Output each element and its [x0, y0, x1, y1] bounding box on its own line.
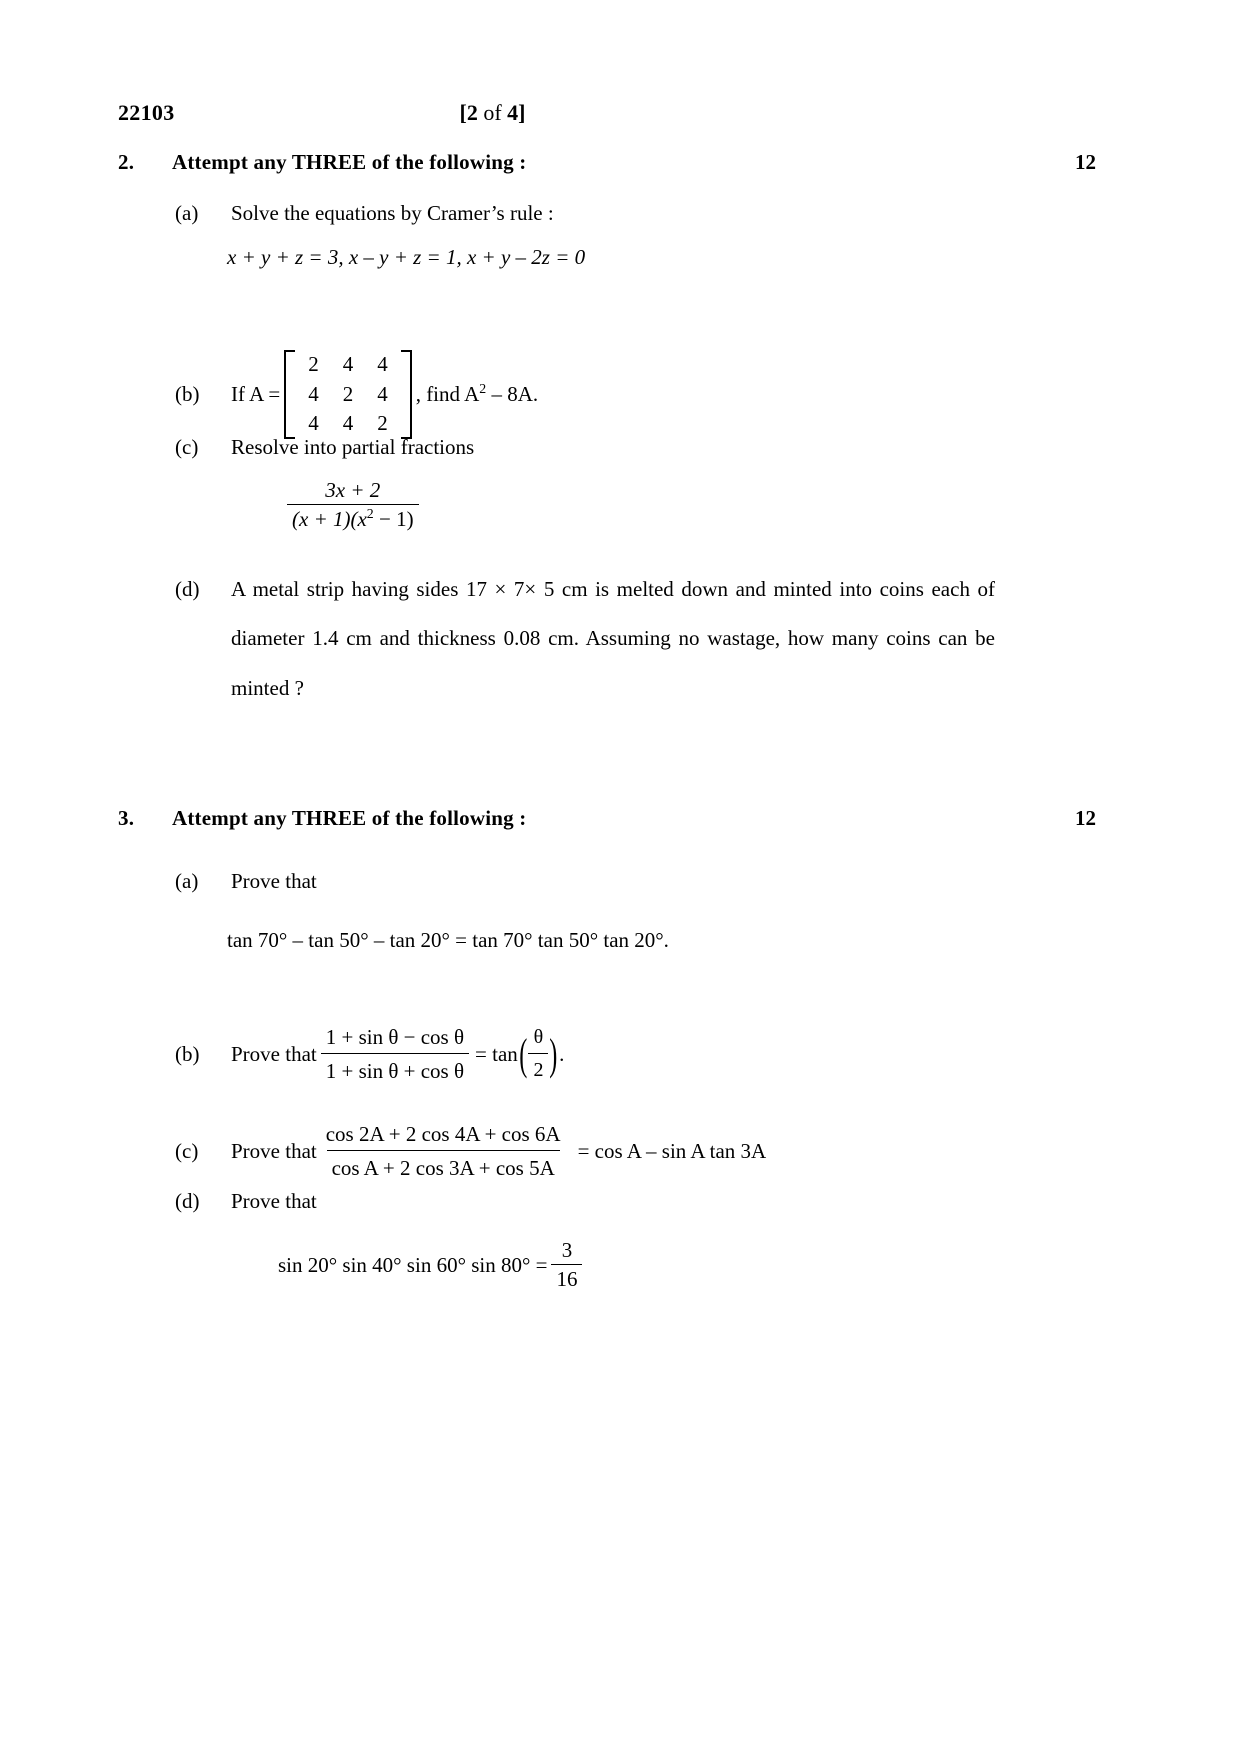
part-label-2a: (a) — [175, 201, 199, 225]
page-marker — [460, 100, 526, 126]
part-text-2b — [231, 305, 995, 439]
fraction-numerator-2c: 3x + 2 — [325, 478, 381, 502]
fraction-numerator-3d: 3 — [561, 1238, 573, 1262]
equation-lead-3d: sin 20° sin 40° sin 60° sin 80° = — [278, 1252, 548, 1277]
page-marker-mid: of — [477, 100, 508, 125]
part-text-2d: A metal strip having sides 17 × 7× 5 cm is melted down and minted into coins each of diameter 1.4 cm and thickness 0.08 cm. Assuming no wastage, how many coins can be minted ? — [231, 577, 995, 700]
lead-3b: Prove that — [231, 1042, 317, 1067]
part-label-3b: (b) — [175, 1042, 200, 1067]
fraction-denominator-2c — [287, 504, 419, 532]
page-marker-close: 4] — [507, 100, 526, 125]
part-label-2d: (d) — [175, 577, 200, 601]
tail-3b: . — [559, 1042, 565, 1067]
question-2-part-b — [175, 305, 995, 439]
partial-fraction — [287, 478, 419, 532]
denominator-part-a: (x + 1)(x — [292, 507, 367, 531]
matrix-tail-2b — [416, 379, 538, 409]
page-header — [118, 100, 998, 126]
fraction-denominator-3d: 16 — [551, 1264, 582, 1292]
part-text-3a: Prove that — [231, 869, 317, 893]
denominator-exponent: 2 — [366, 506, 374, 521]
inner-denominator-3b: 2 — [528, 1053, 548, 1085]
question-2-part-d — [175, 565, 995, 713]
question-2-number: 2. — [118, 150, 135, 174]
fraction-3d — [551, 1238, 582, 1292]
matrix-cell: 4 — [342, 411, 354, 436]
matrix-cell: 2 — [377, 411, 388, 436]
inner-numerator-3b: θ — [533, 1026, 544, 1049]
fraction-3b — [321, 1022, 469, 1087]
matrix-lead-2b: If A = — [231, 382, 281, 407]
fraction-numerator-3b: 1 + sin θ − cos θ — [325, 1025, 465, 1049]
tail-3c: = cos A – sin A tan 3A — [577, 1139, 767, 1164]
left-paren-icon: ( — [519, 1029, 528, 1079]
equation-3d — [278, 1238, 586, 1292]
question-3-heading — [118, 806, 526, 831]
part-label-2c: (c) — [175, 435, 199, 459]
fraction-numerator-3c: cos 2A + 2 cos 4A + cos 6A — [325, 1122, 561, 1146]
question-2-title: Attempt any THREE of the following : — [172, 150, 527, 174]
fraction-denominator-3b: 1 + sin θ + cos θ — [321, 1053, 469, 1086]
fraction-inner-3b — [528, 1023, 548, 1085]
question-3-part-c — [175, 1095, 1055, 1184]
matrix-cell: 4 — [342, 352, 354, 376]
page-marker-open: [2 — [459, 100, 478, 125]
question-2-part-c — [175, 432, 995, 462]
matrix-row — [296, 350, 400, 380]
part-text-2c: Resolve into partial fractions — [231, 435, 475, 459]
matrix-tail-pre: , find A — [415, 382, 480, 407]
matrix-left-bracket — [284, 350, 295, 439]
equation-2a: x + y + z = 3, x – y + z = 1, x + y – 2z = 0 — [227, 245, 586, 269]
matrix-tail-post: – 8A. — [486, 382, 539, 407]
part-label-3c: (c) — [175, 1139, 199, 1164]
part-label-3a: (a) — [175, 869, 199, 893]
paper-code: 22103 — [118, 100, 175, 125]
part-label-2b: (b) — [175, 382, 200, 407]
matrix-cell: 2 — [342, 381, 354, 406]
part-label-3d: (d) — [175, 1189, 200, 1213]
fraction-3c — [321, 1119, 566, 1184]
question-3-number: 3. — [118, 806, 135, 830]
question-2-heading — [118, 150, 526, 175]
part-text-3c — [231, 1095, 1055, 1184]
part-text-3d: Prove that — [231, 1189, 317, 1213]
part-text-3b — [231, 1000, 995, 1087]
matrix-tail-exponent: 2 — [479, 381, 487, 397]
question-3-part-b — [175, 1000, 995, 1087]
matrix-right-bracket — [401, 350, 412, 439]
fraction-denominator-3c: cos A + 2 cos 3A + cos 5A — [327, 1150, 560, 1183]
right-paren-icon: ) — [549, 1029, 558, 1079]
question-3-marks: 12 — [1075, 806, 1096, 830]
matrix-cell: 4 — [308, 411, 319, 436]
question-2-part-a — [175, 198, 995, 228]
matrix-cell: 4 — [377, 352, 388, 376]
lead-3c: Prove that — [231, 1139, 317, 1164]
matrix-a-table — [296, 350, 400, 439]
question-3-title: Attempt any THREE of the following : — [172, 806, 527, 830]
equation-3a: tan 70° – tan 50° – tan 20° = tan 70° tan 50° tan 20°. — [227, 928, 669, 952]
matrix-row — [296, 380, 400, 410]
matrix-cell: 2 — [308, 352, 319, 376]
question-2-marks: 12 — [1075, 150, 1096, 174]
question-3-part-d — [175, 1186, 995, 1216]
fraction-2c — [283, 478, 423, 532]
question-3-part-a — [175, 866, 995, 896]
part-text-2a: Solve the equations by Cramer’s rule : — [231, 201, 554, 225]
matrix-a — [284, 350, 412, 439]
matrix-cell: 4 — [308, 381, 319, 406]
denominator-part-b: − 1) — [373, 507, 414, 531]
equals-tan-3b: = tan — [475, 1042, 518, 1067]
matrix-cell: 4 — [377, 381, 388, 406]
